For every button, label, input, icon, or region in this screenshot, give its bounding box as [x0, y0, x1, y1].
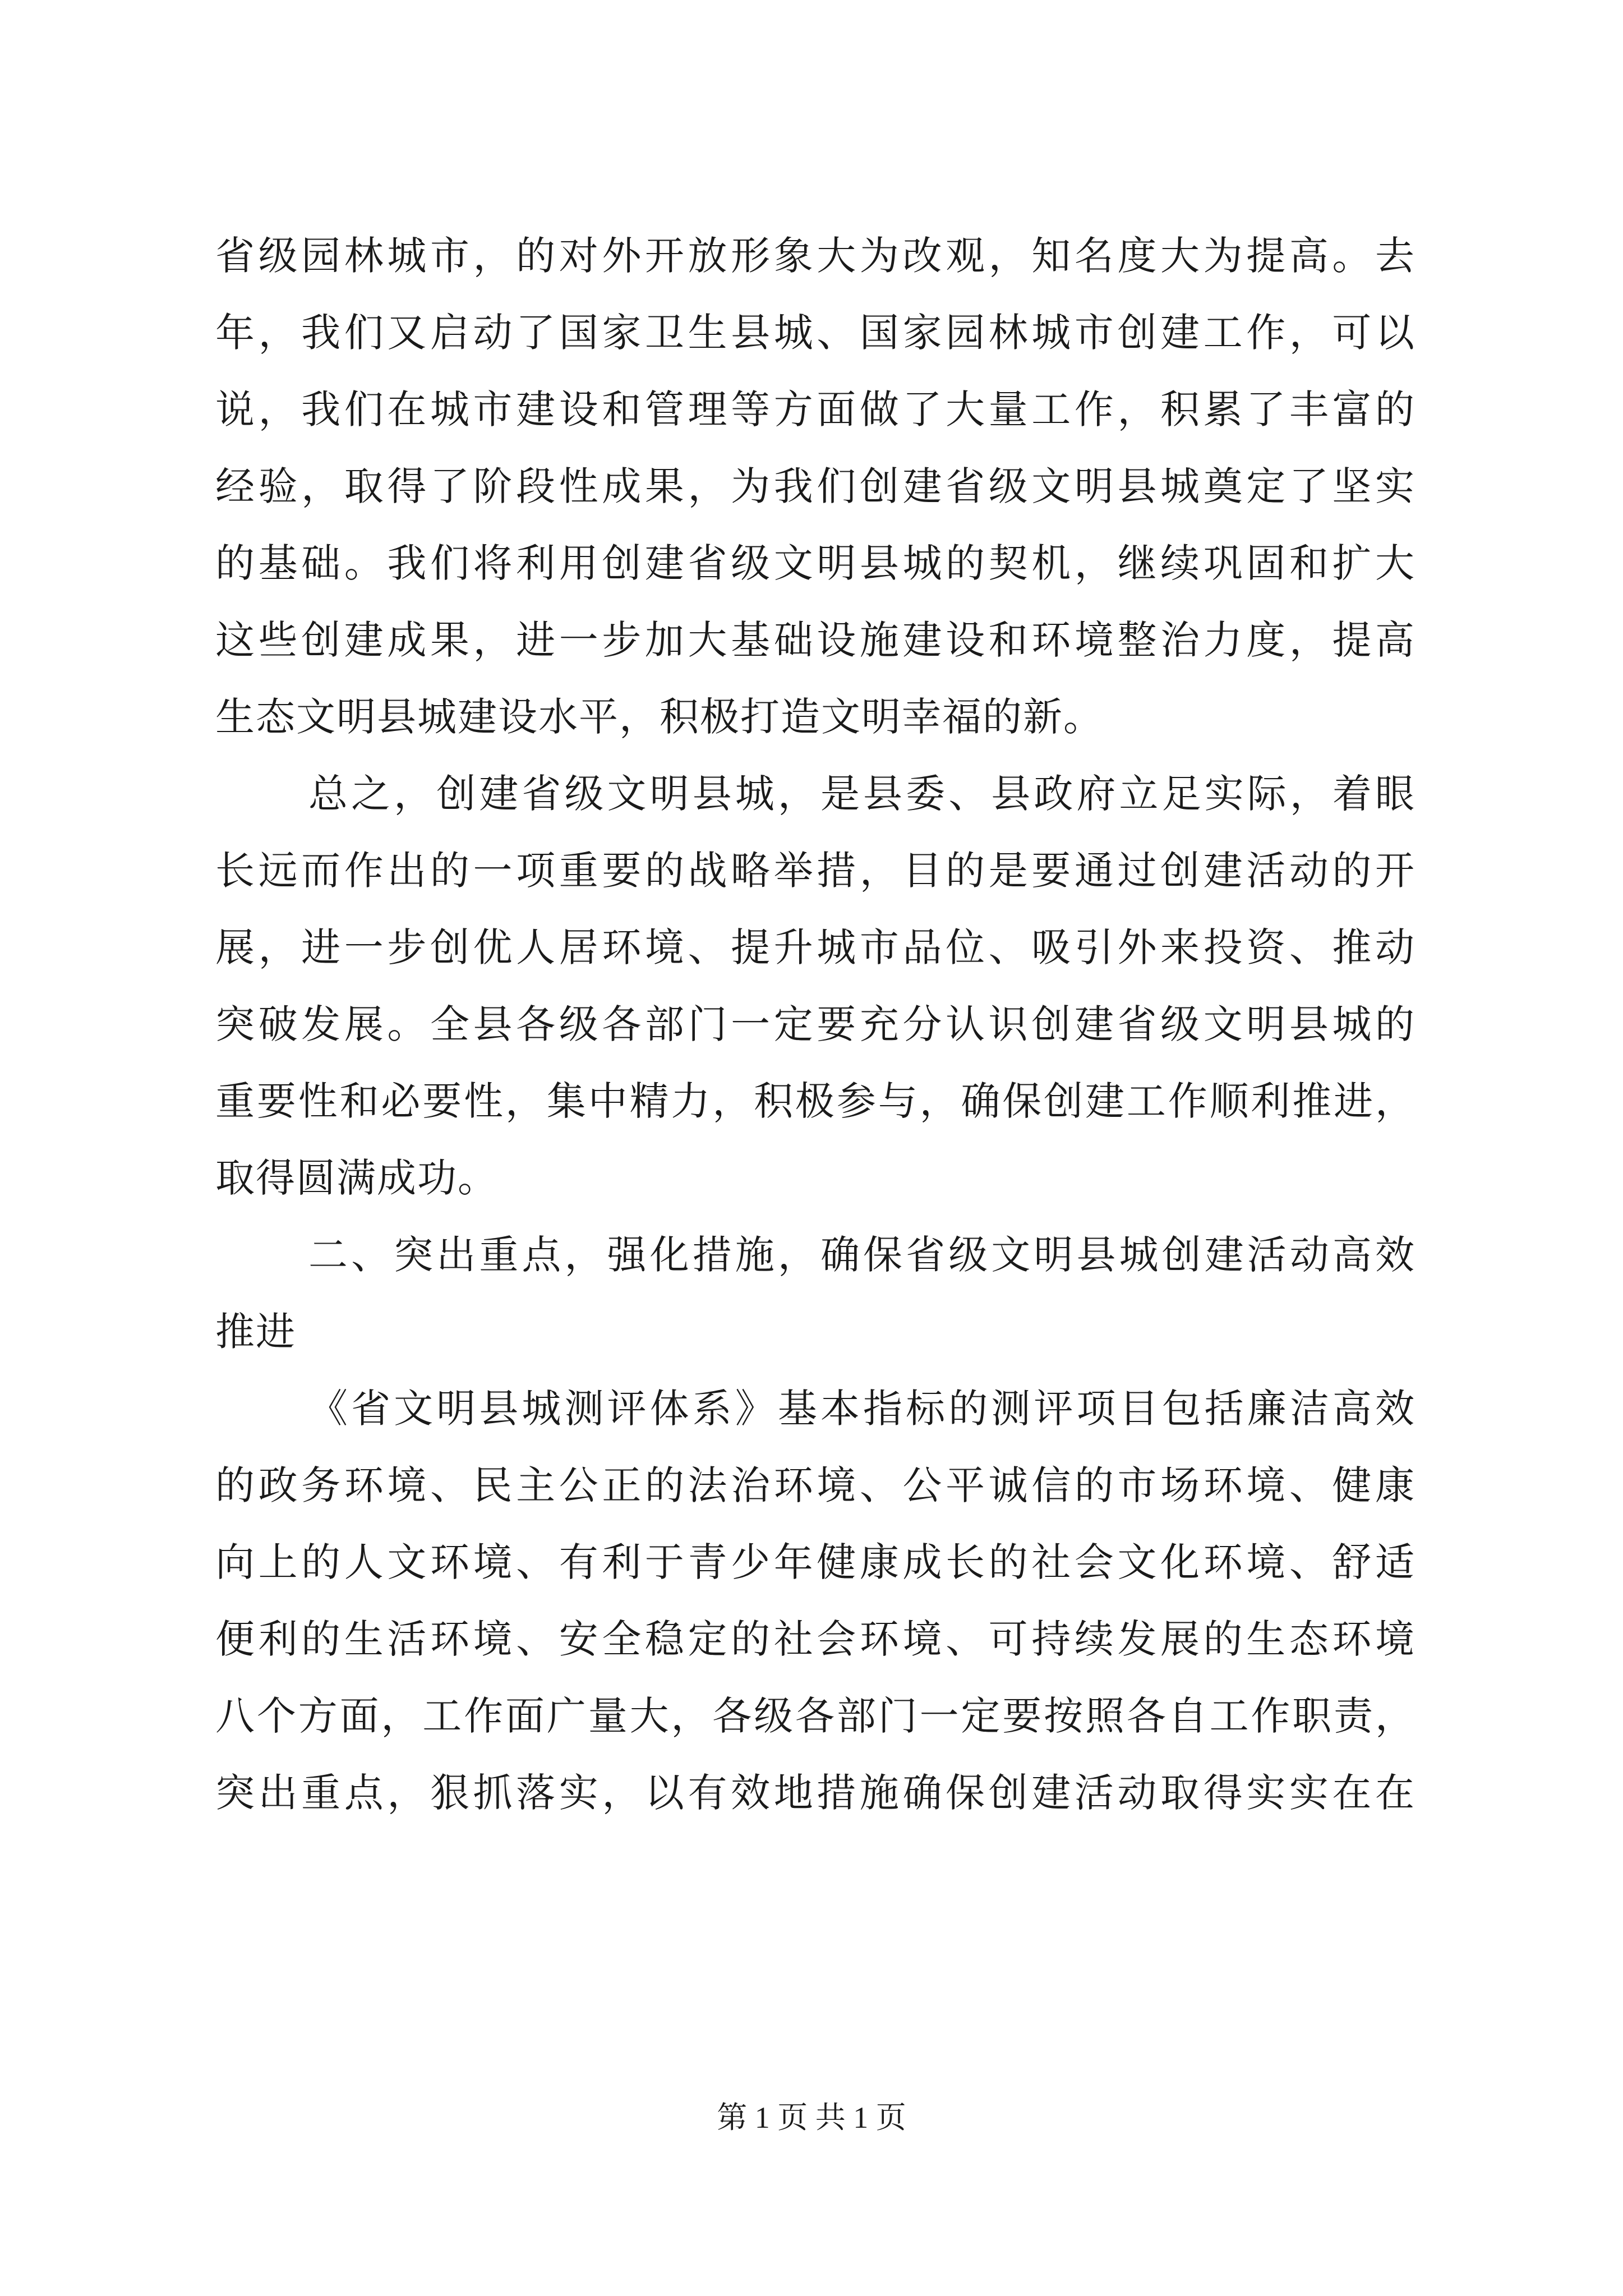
paragraph-first-line: 总之，创建省级文明县城，是县委、县政府立足实际，着眼: [308, 771, 1415, 817]
text-line: 便利的生活环境、安全稳定的社会环境、可持续发展的生态环境: [215, 1616, 1415, 1662]
text-line: 突出重点，狠抓落实，以有效地措施确保创建活动取得实实在在: [215, 1770, 1415, 1816]
text-line: 生态文明县城建设水平，积极打造文明幸福的新。: [215, 694, 1104, 740]
text-line: 这些创建成果，进一步加大基础设施建设和环境整治力度，提高: [215, 617, 1415, 663]
text-line: 经验，取得了阶段性成果，为我们创建省级文明县城奠定了坚实: [215, 463, 1415, 509]
section-heading: 二、突出重点，强化措施，确保省级文明县城创建活动高效: [308, 1232, 1415, 1278]
text-line: 年，我们又启动了国家卫生县城、国家园林城市创建工作，可以: [215, 310, 1415, 356]
page-number-label: 第 1 页 共 1 页: [717, 2101, 906, 2134]
section-heading-continued: 推进: [215, 1309, 296, 1355]
paragraph-first-line: 《省文明县城测评体系》基本指标的测评项目包括廉洁高效: [308, 1386, 1415, 1432]
text-line: 展，进一步创优人居环境、提升城市品位、吸引外来投资、推动: [215, 924, 1415, 970]
text-line: 的政务环境、民主公正的法治环境、公平诚信的市场环境、健康: [215, 1462, 1415, 1508]
text-line: 重要性和必要性，集中精力，积极参与，确保创建工作顺利推进，: [215, 1078, 1415, 1124]
text-line: 向上的人文环境、有利于青少年健康成长的社会文化环境、舒适: [215, 1539, 1415, 1585]
text-line: 八个方面，工作面广量大，各级各部门一定要按照各自工作职责，: [215, 1693, 1415, 1739]
page-footer: [0, 2095, 1623, 2140]
document-body: [215, 218, 1415, 1832]
text-line: 取得圆满成功。: [215, 1155, 498, 1201]
text-line: 突破发展。全县各级各部门一定要充分认识创建省级文明县城的: [215, 1001, 1415, 1047]
text-line: 省级园林城市，的对外开放形象大为改观，知名度大为提高。去: [215, 233, 1415, 279]
text-line: 长远而作出的一项重要的战略举措，目的是要通过创建活动的开: [215, 848, 1415, 894]
text-line: 的基础。我们将利用创建省级文明县城的契机，继续巩固和扩大: [215, 540, 1415, 586]
text-line: 说，我们在城市建设和管理等方面做了大量工作，积累了丰富的: [215, 386, 1415, 432]
